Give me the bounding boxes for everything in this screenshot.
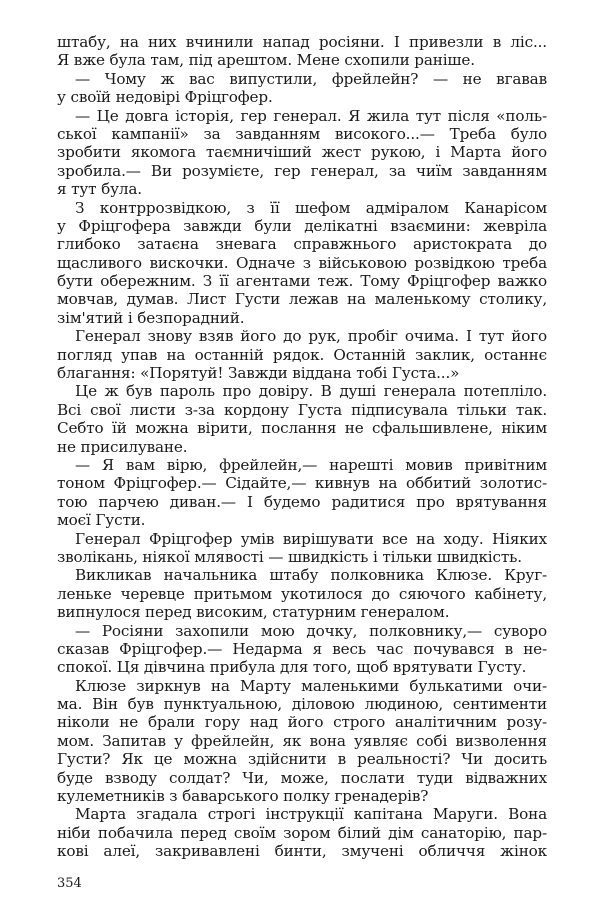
text-line: Густи? Як це можна здійснити в реальності? Чи досить (57, 750, 547, 769)
text-line: штабу, на них вчинили напад росіяни. І привезли в ліс... (57, 33, 547, 51)
text-line: я тут була. (57, 180, 142, 199)
paragraph-first-line: З контррозвідкою, з її шефом адміралом Канарісом (75, 198, 547, 217)
paragraph-first-line: Генерал знову взяв його до рук, пробіг очима. І тут його (75, 327, 547, 346)
text-line: випнулося перед високим, статурним генералом. (57, 603, 450, 622)
text-line: зволікань, ніякої млявості — швидкість і тільки швидкість. (57, 547, 522, 566)
text-line: буде взводу солдат? Чи, може, послати туди відважних (57, 768, 547, 787)
paragraph-first-line: — Чому ж вас випустили, фрейлейн? — не вгавав (75, 69, 547, 88)
text-line: Всі свої листи з-за кордону Густа підписувала тільки так. (57, 400, 547, 419)
text-line: зім'ятий і безпорадний. (57, 308, 245, 327)
text-line: ніколи не брали гору над його строго аналітичним розу- (57, 713, 547, 732)
page-number: 354 (57, 876, 82, 891)
text-line: щасливого вискочки. Одначе з військовою розвідкою треба (57, 253, 547, 272)
paragraph-first-line: Клюзе зиркнув на Марту маленькими булькатими очи- (75, 676, 547, 695)
text-line: Я вже була там, під арештом. Мене схопили раніше. (57, 51, 475, 70)
paragraph-first-line: — Це довга історія, гер генерал. Я жила тут після «поль- (75, 106, 547, 125)
text-line: тою парчею диван.— І будемо радитися про врятування (57, 492, 547, 511)
text-line: у своїй недовірі Фріцгофер. (57, 88, 273, 107)
text-line: глибоко затаєна зневага справжнього аристократа до (57, 235, 547, 254)
text-line: сказав Фріцгофер.— Недарма я весь час почувався в не- (57, 639, 547, 658)
text-line: Себто їй можна вірити, послання не сфальшивлене, ніким (57, 419, 547, 438)
text-line: ської кампанії» за завданням високого...— Треба було (57, 124, 547, 143)
paragraph-first-line: Генерал Фріцгофер умів вирішувати все на ходу. Ніяких (75, 529, 547, 548)
text-line: ма. Він був пунктуальною, діловою людиною, сентименти (57, 695, 547, 714)
paragraph-first-line: — Росіяни захопили мою дочку, полковнику,— суворо (75, 621, 547, 640)
paragraph-first-line: Марта згадала строгі інструкції капітана Маруги. Вона (75, 805, 547, 824)
text-line: кулеметників з баварського полку гренадерів? (57, 787, 429, 806)
paragraph-first-line: — Я вам вірю, фрейлейн,— нарешті мовив привітним (75, 455, 547, 474)
text-line: ніби побачила перед своїм зором білий дім санаторію, пар- (57, 823, 547, 842)
text-line: тоном Фріцгофер.— Сідайте,— кивнув на оббитий золотис- (57, 474, 547, 493)
book-page-text (57, 33, 547, 861)
text-line: спокої. Ця дівчина прибула для того, щоб врятувати Густу. (57, 658, 527, 677)
text-line: моєї Густи. (57, 511, 146, 530)
text-line: бути обережним. З її агентами теж. Тому Фріцгофер важко (57, 272, 547, 291)
text-line: не присилуване. (57, 437, 188, 456)
text-line: у Фріцгофера завжди були делікатні взаємини: жевріла (57, 216, 547, 235)
text-line: зробила.— Ви розумієте, гер генерал, за чиїм завданням (57, 161, 547, 180)
text-line: зробити якомога таємничіший жест рукою, і Марта його (57, 143, 547, 162)
paragraph-first-line: Викликав начальника штабу полковника Клюзе. Круг- (75, 566, 547, 585)
text-line: кові алеї, закривавлені бинти, змучені обличчя жінок (57, 842, 547, 861)
text-line: погляд упав на останній рядок. Останній заклик, останнє (57, 345, 547, 364)
paragraph-first-line: Це ж був пароль про довіру. В душі генерала потепліло. (75, 382, 547, 401)
text-line: благання: «Порятуй! Завжди віддана тобі Густа...» (57, 364, 460, 383)
text-line: мовчав, думав. Лист Густи лежав на маленькому столику, (57, 290, 547, 309)
text-line: мом. Запитав у фрейлейн, як вона уявляє собі визволення (57, 731, 547, 750)
text-line: леньке черевце притьмом укотилося до сяючого кабінету, (57, 584, 547, 603)
